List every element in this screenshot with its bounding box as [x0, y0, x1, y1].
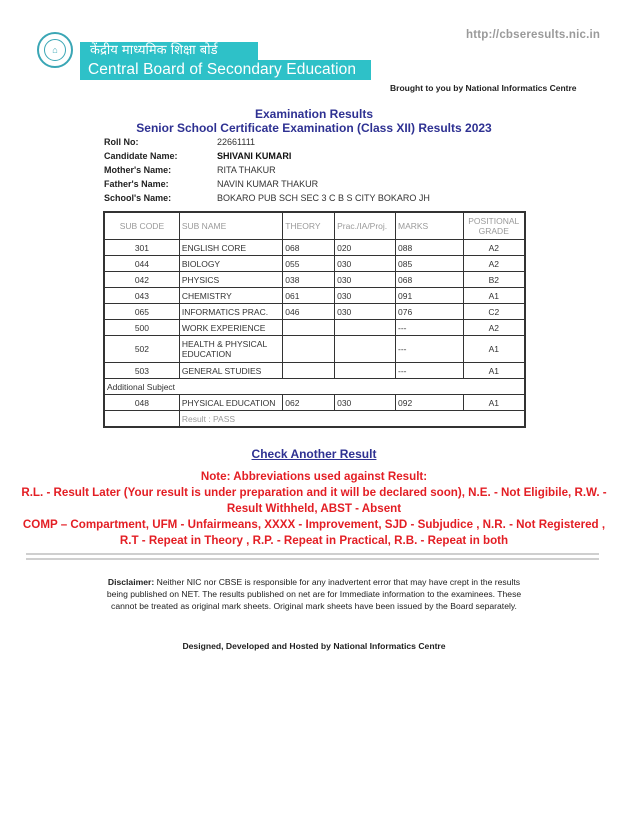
- abbreviations-note: [20, 469, 608, 549]
- practical-marks: 030: [335, 395, 396, 411]
- divider: [26, 558, 599, 560]
- father-name-label: Father's Name:: [104, 179, 169, 189]
- theory-marks: 062: [283, 395, 335, 411]
- practical-marks: [335, 320, 396, 336]
- sub-name: ENGLISH CORE: [179, 240, 282, 256]
- sub-name: INFORMATICS PRAC.: [179, 304, 282, 320]
- mother-name-label: Mother's Name:: [104, 165, 172, 175]
- header-practical: Prac./IA/Proj.: [335, 212, 396, 240]
- sub-code: 043: [104, 288, 179, 304]
- candidate-info: [104, 135, 430, 205]
- header-marks: MARKS: [396, 212, 464, 240]
- disclaimer-label: Disclaimer:: [107, 577, 155, 587]
- exam-title: Senior School Certificate Examination (Class XII) Results 2023: [136, 121, 492, 135]
- candidate-name-label: Candidate Name:: [104, 151, 178, 161]
- note-line-1: R.L. - Result Later (Your result is under preparation and it will be declared soon), N.E. - Not Eligibile, R.W. - Result Withheld, ABST - Absent: [21, 486, 607, 515]
- mother-name-row: [104, 163, 430, 177]
- results-table: [103, 211, 526, 428]
- table-header-row: [104, 212, 525, 240]
- grade: A1: [463, 395, 525, 411]
- practical-marks: 030: [335, 256, 396, 272]
- disclaimer: [100, 576, 528, 612]
- brought-by-text: Brought to you by National Informatics Centre: [390, 83, 577, 93]
- sub-code: 042: [104, 272, 179, 288]
- grade: C2: [463, 304, 525, 320]
- banner-notch: [258, 42, 371, 60]
- header-theory: THEORY: [283, 212, 335, 240]
- cbse-emblem-icon: [37, 32, 73, 68]
- candidate-name-row: [104, 149, 430, 163]
- grade: A1: [463, 336, 525, 363]
- footer-credit: Designed, Developed and Hosted by National Informatics Centre: [182, 641, 446, 651]
- theory-marks: 061: [283, 288, 335, 304]
- sub-name: PHYSICS: [179, 272, 282, 288]
- practical-marks: 030: [335, 288, 396, 304]
- sub-name: CHEMISTRY: [179, 288, 282, 304]
- additional-subject-label: Additional Subject: [104, 379, 525, 395]
- sub-name: HEALTH & PHYSICAL EDUCATION: [179, 336, 282, 363]
- sub-name: PHYSICAL EDUCATION: [179, 395, 282, 411]
- roll-no-value: 22661111: [217, 137, 256, 147]
- school-name-value: BOKARO PUB SCH SEC 3 C B S CITY BOKARO JH: [217, 193, 430, 203]
- table-row: [104, 288, 525, 304]
- school-name-label: School's Name:: [104, 193, 172, 203]
- check-another-result-container: [0, 447, 628, 461]
- result-empty-cell: [104, 411, 179, 428]
- mother-name-value: RITA THAKUR: [217, 165, 276, 175]
- sub-name: BIOLOGY: [179, 256, 282, 272]
- sub-code: 048: [104, 395, 179, 411]
- site-url: http://cbseresults.nic.in: [466, 29, 601, 41]
- theory-marks: [283, 320, 335, 336]
- total-marks: 091: [396, 288, 464, 304]
- check-another-result-link[interactable]: Check Another Result: [251, 447, 377, 461]
- father-name-value: NAVIN KUMAR THAKUR: [217, 179, 319, 189]
- page-title: Examination Results: [254, 107, 374, 121]
- total-marks: ---: [396, 336, 464, 363]
- theory-marks: 046: [283, 304, 335, 320]
- theory-marks: 068: [283, 240, 335, 256]
- roll-no-row: [104, 135, 430, 149]
- sub-name: WORK EXPERIENCE: [179, 320, 282, 336]
- sub-code: 502: [104, 336, 179, 363]
- divider: [26, 553, 599, 555]
- practical-marks: [335, 336, 396, 363]
- sub-code: 065: [104, 304, 179, 320]
- table-row: [104, 395, 525, 411]
- total-marks: ---: [396, 320, 464, 336]
- sub-name: GENERAL STUDIES: [179, 363, 282, 379]
- practical-marks: [335, 363, 396, 379]
- table-row: [104, 320, 525, 336]
- practical-marks: 020: [335, 240, 396, 256]
- total-marks: 068: [396, 272, 464, 288]
- total-marks: 085: [396, 256, 464, 272]
- header-sub-name: SUB NAME: [179, 212, 282, 240]
- sub-code: 301: [104, 240, 179, 256]
- result-status: Result : PASS: [179, 411, 525, 428]
- roll-no-label: Roll No:: [104, 137, 139, 147]
- header-sub-code: SUB CODE: [104, 212, 179, 240]
- table-row: [104, 336, 525, 363]
- note-line-2: COMP – Compartment, UFM - Unfairmeans, XXXX - Improvement, SJD - Subjudice , N.R. - Not Registered , R.T - Repeat in Theory , R.P. - Repeat in Practical, R.B. - Repeat in both: [22, 518, 606, 547]
- school-name-row: [104, 191, 430, 205]
- board-name-english: Central Board of Secondary Education: [88, 61, 357, 78]
- table-row: [104, 304, 525, 320]
- result-row: [104, 411, 525, 428]
- grade: A1: [463, 288, 525, 304]
- board-name-hindi: केंद्रीय माध्यमिक शिक्षा बोर्ड: [90, 43, 218, 58]
- table-row: [104, 256, 525, 272]
- sub-code: 503: [104, 363, 179, 379]
- total-marks: 088: [396, 240, 464, 256]
- sub-code: 500: [104, 320, 179, 336]
- grade: A2: [463, 320, 525, 336]
- theory-marks: 038: [283, 272, 335, 288]
- grade: A2: [463, 240, 525, 256]
- additional-subject-header-row: [104, 379, 525, 395]
- theory-marks: 055: [283, 256, 335, 272]
- table-row: [104, 363, 525, 379]
- grade: B2: [463, 272, 525, 288]
- total-marks: 076: [396, 304, 464, 320]
- theory-marks: [283, 363, 335, 379]
- emblem-glyph: ⌂: [52, 44, 58, 55]
- father-name-row: [104, 177, 430, 191]
- theory-marks: [283, 336, 335, 363]
- header-grade: POSITIONAL GRADE: [463, 212, 525, 240]
- grade: A2: [463, 256, 525, 272]
- disclaimer-text: Neither NIC nor CBSE is responsible for any inadvertent error that may have crept in the results being published on NET. The results published on net are for Immediate information to the examinees. These cannot be treated as original mark sheets. Original mark sheets have been issued by the Board separately.: [106, 577, 522, 611]
- grade: A1: [463, 363, 525, 379]
- note-heading: Note: Abbreviations used against Result:: [200, 470, 428, 483]
- table-row: [104, 240, 525, 256]
- practical-marks: 030: [335, 272, 396, 288]
- total-marks: ---: [396, 363, 464, 379]
- total-marks: 092: [396, 395, 464, 411]
- practical-marks: 030: [335, 304, 396, 320]
- candidate-name-value: SHIVANI KUMARI: [217, 151, 292, 161]
- sub-code: 044: [104, 256, 179, 272]
- table-row: [104, 272, 525, 288]
